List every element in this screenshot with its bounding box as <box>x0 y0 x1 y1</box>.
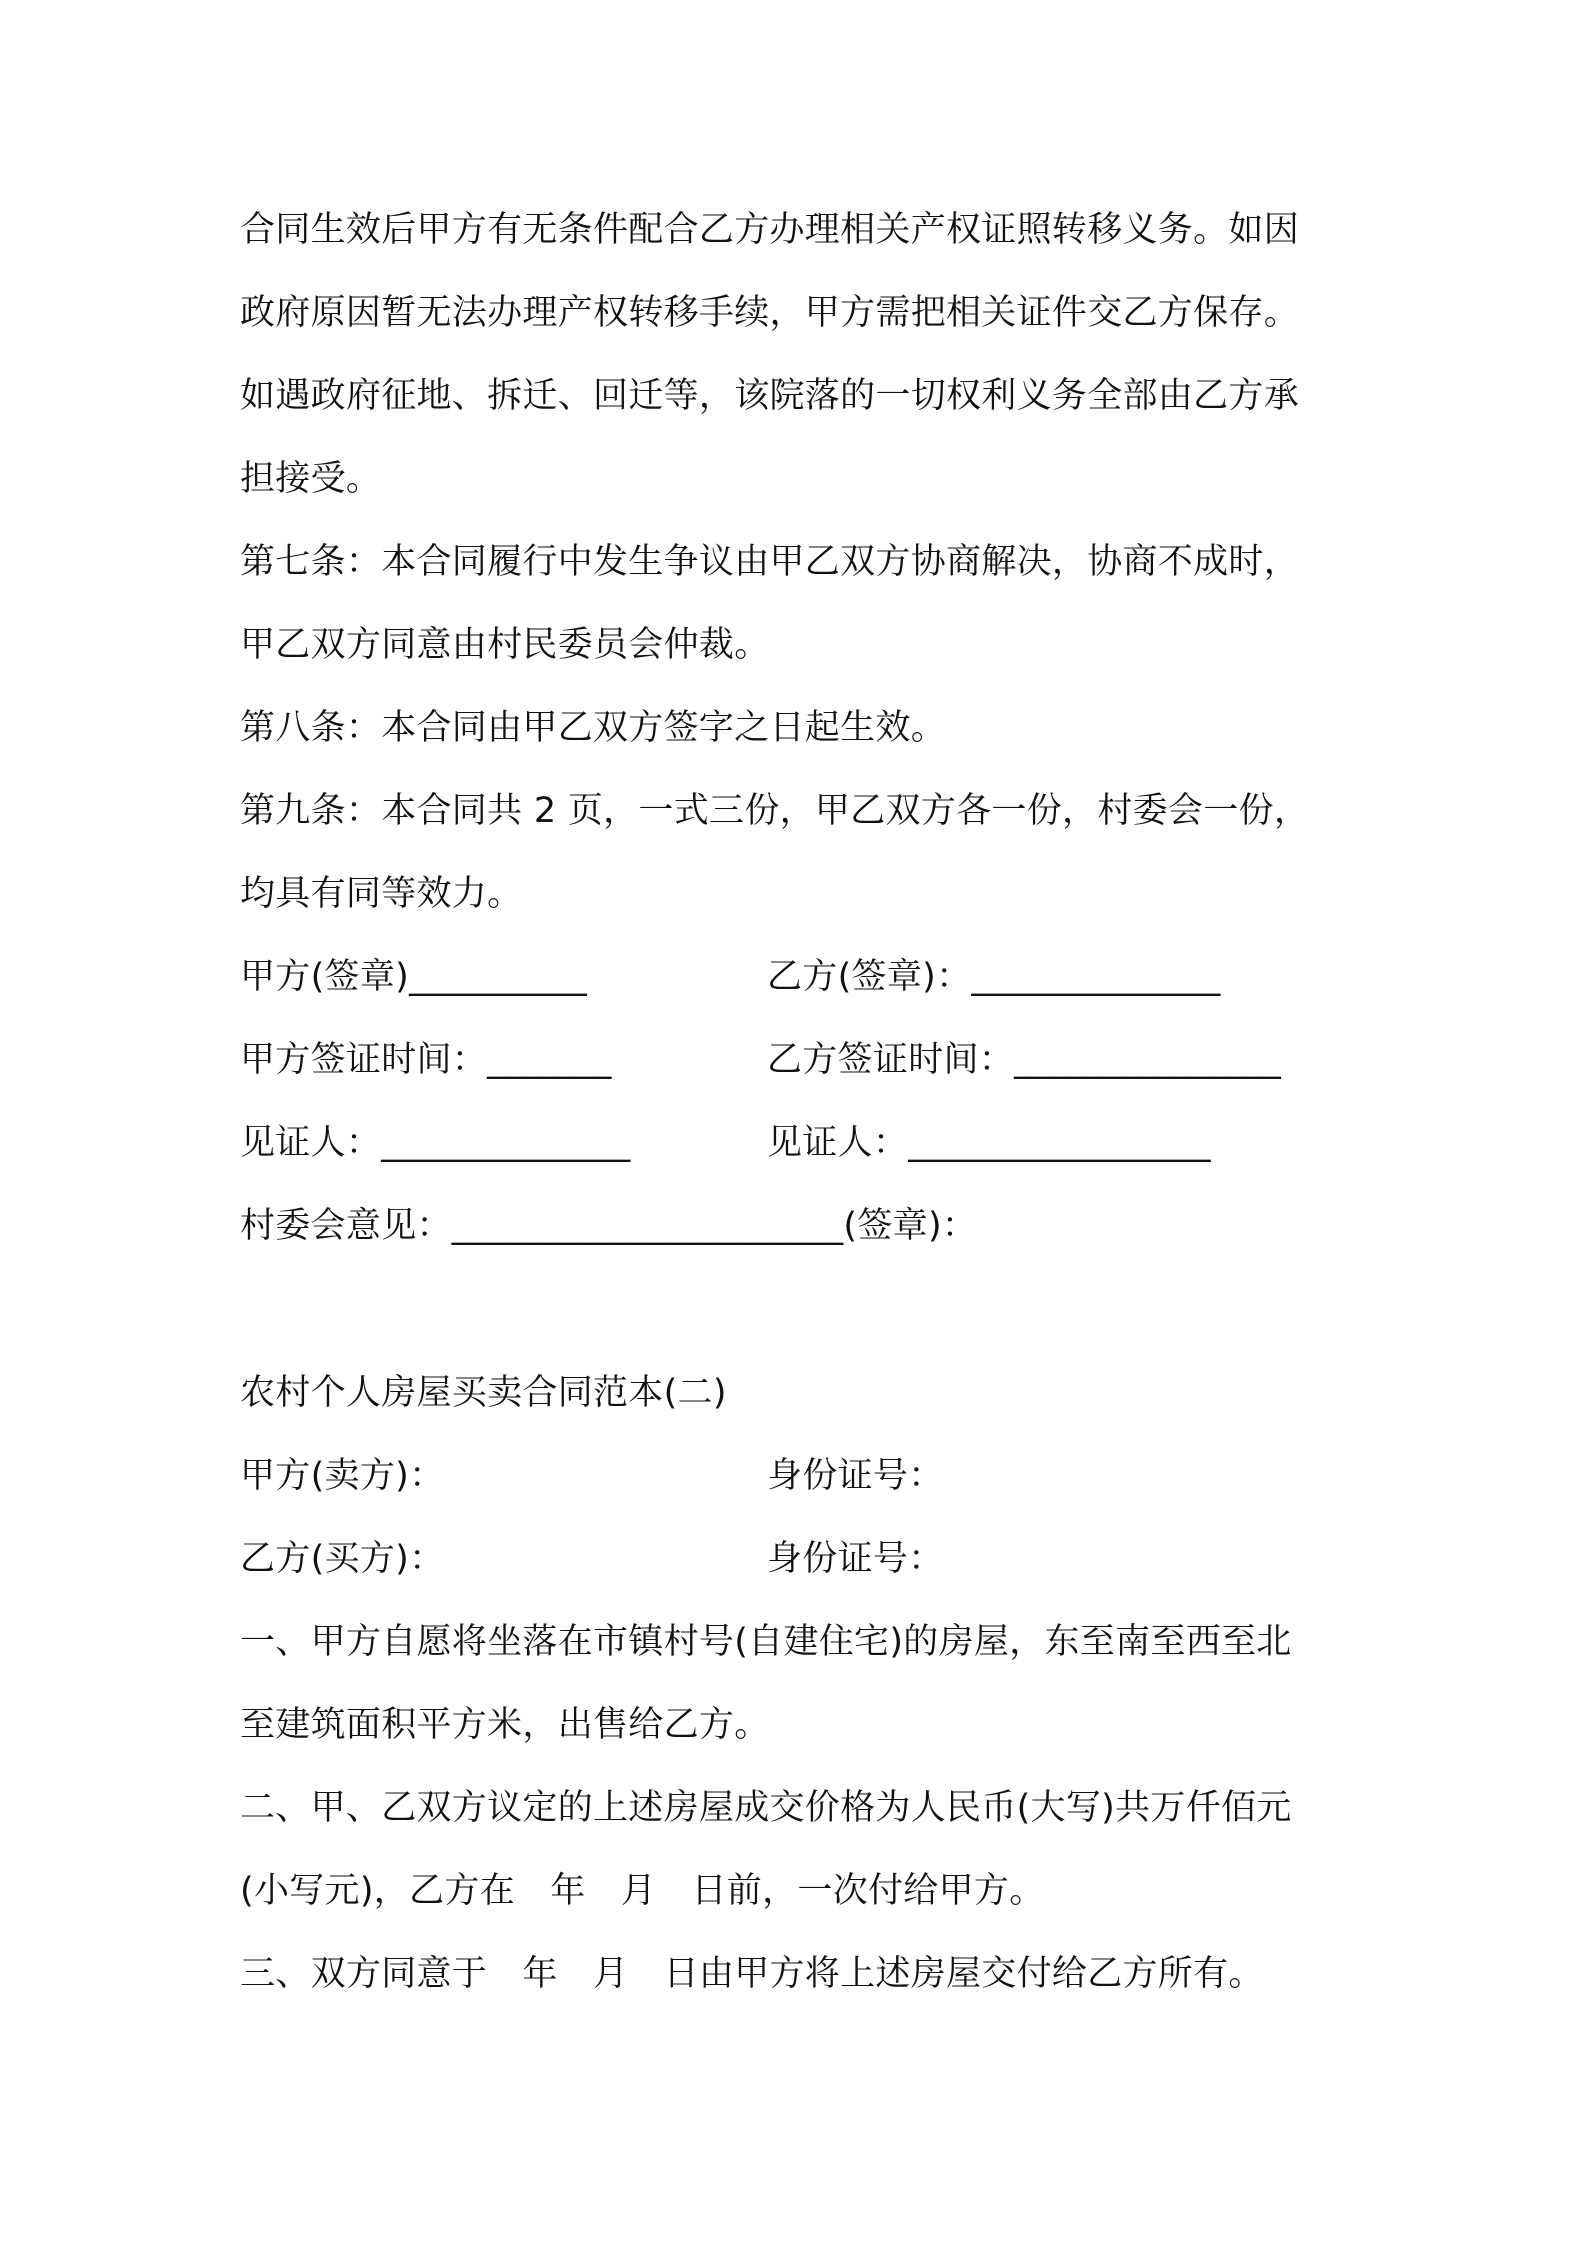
party-b-signature: 乙方(签章)：______________ <box>767 957 1221 997</box>
article-7-line-1: 第七条：本合同履行中发生争议由甲乙双方协商解决，协商不成时， <box>240 542 1300 582</box>
article-9-line-1: 第九条：本合同共 2 页，一式三份，甲乙双方各一份，村委会一份， <box>240 791 1310 831</box>
transfer-paragraph-line-4: 担接受。 <box>240 459 382 499</box>
transfer-paragraph-line-3: 如遇政府征地、拆迁、回迁等，该院落的一切权利义务全部由乙方承 <box>240 376 1300 416</box>
article-9-line-2: 均具有同等效力。 <box>240 874 523 914</box>
witness-a: 见证人：______________ <box>240 1123 631 1163</box>
village-committee-opinion: 村委会意见：______________________(签章)： <box>240 1206 978 1246</box>
item-3: 三、双方同意于 年 月 日由甲方将上述房屋交付给乙方所有。 <box>240 1954 1264 1994</box>
seller-label: 甲方(卖方)： <box>240 1456 445 1496</box>
party-a-sign-date: 甲方签证时间：_______ <box>240 1040 612 1080</box>
article-8: 第八条：本合同由甲乙双方签字之日起生效。 <box>240 708 947 748</box>
seller-id-label: 身份证号： <box>767 1456 944 1496</box>
party-a-signature: 甲方(签章)__________ <box>240 957 588 997</box>
buyer-id-label: 身份证号： <box>767 1539 944 1579</box>
transfer-paragraph-line-1: 合同生效后甲方有无条件配合乙方办理相关产权证照转移义务。如因 <box>240 210 1300 250</box>
item-2-line-1: 二、甲、乙双方议定的上述房屋成交价格为人民币(大写)共万仟佰元 <box>240 1788 1292 1828</box>
witness-b: 见证人：_________________ <box>767 1123 1211 1163</box>
buyer-label: 乙方(买方)： <box>240 1539 445 1579</box>
transfer-paragraph-line-2: 政府原因暂无法办理产权转移手续，甲方需把相关证件交乙方保存。 <box>240 293 1300 333</box>
contract-2-title: 农村个人房屋买卖合同范本(二) <box>240 1373 727 1413</box>
party-b-sign-date: 乙方签证时间：_______________ <box>767 1040 1282 1080</box>
article-7-line-2: 甲乙双方同意由村民委员会仲裁。 <box>240 625 770 665</box>
item-2-line-2: (小写元)，乙方在 年 月 日前，一次付给甲方。 <box>240 1871 1045 1911</box>
item-1-line-2: 至建筑面积平方米，出售给乙方。 <box>240 1705 770 1745</box>
item-1-line-1: 一、甲方自愿将坐落在市镇村号(自建住宅)的房屋，东至南至西至北 <box>240 1622 1292 1662</box>
